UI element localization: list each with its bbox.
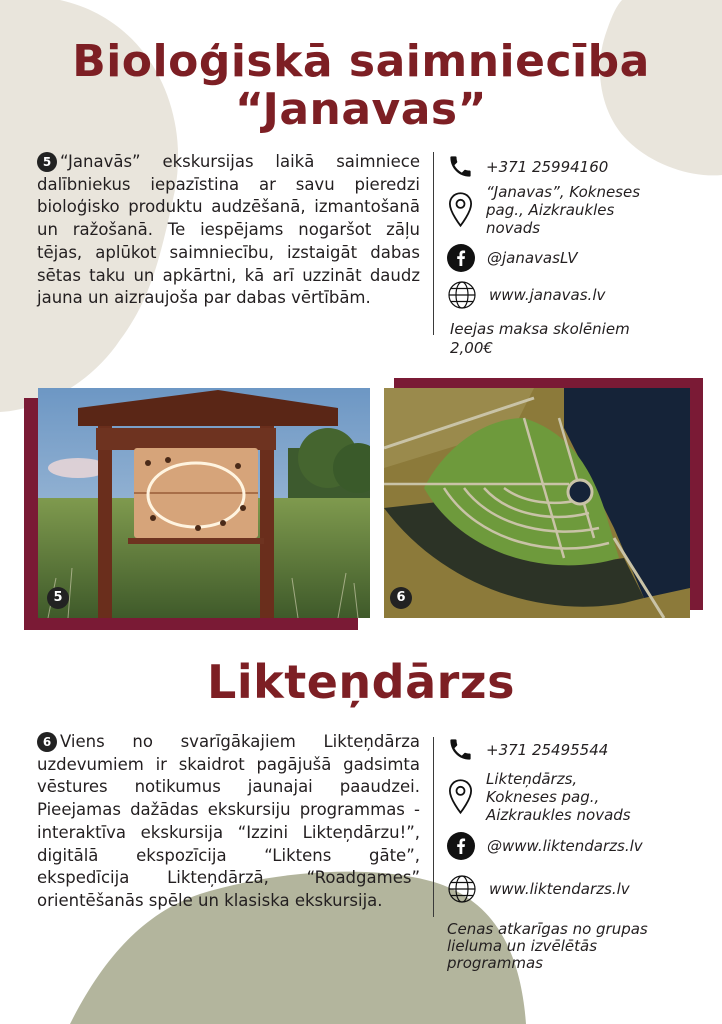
phone-number-2[interactable]: +371 25495544 xyxy=(486,740,609,759)
phone-number[interactable]: +371 25994160 xyxy=(486,157,609,176)
title-line-1: Bioloģiskā saimniecība xyxy=(72,36,650,87)
address-2-line-1: Likteņdārzs, xyxy=(486,770,578,788)
price-2-line-2: lieluma un izvēlētās xyxy=(447,937,598,955)
address-text xyxy=(486,183,640,237)
globe-icon xyxy=(447,280,477,310)
facebook-row xyxy=(447,244,577,272)
address-2-line-3: Aizkraukles novads xyxy=(486,806,631,824)
address-line-2: pag., Aizkraukles xyxy=(486,201,615,219)
number-badge: 5 xyxy=(37,152,57,172)
website-row xyxy=(447,280,605,310)
address-2-line-2: Kokneses pag., xyxy=(486,788,600,806)
website-row-2 xyxy=(447,874,630,904)
address-text-2 xyxy=(486,770,631,824)
description-text: “Janavās” ekskursijas laikā saimniece dalībniekus iepazīstina ar savu pieredzi bioloģisko produktu audzēšanā, izmantošanā un ražošanā. Te iespējams nogaršot zāļu tējas, aplūkot saimniecību, izstaigāt dabas sētas taku un apkārtni, kā arī uzzināt daudz jauna un aizraujoša par dabas vērtībām. xyxy=(37,152,420,308)
globe-icon xyxy=(447,874,477,904)
phone-icon xyxy=(447,736,474,763)
facebook-handle[interactable]: @janavasLV xyxy=(487,249,578,267)
photo-badge-5: 5 xyxy=(47,587,69,609)
facebook-icon xyxy=(447,244,475,272)
description-janavas xyxy=(37,151,420,310)
page-title xyxy=(0,38,722,134)
price-line-2: 2,00€ xyxy=(450,339,493,357)
facebook-row-2 xyxy=(447,832,643,860)
price-note-janavas xyxy=(450,320,710,358)
title-line-2: “Janavas” xyxy=(235,84,487,135)
divider-2 xyxy=(433,737,434,917)
number-badge-6: 6 xyxy=(37,732,57,752)
description-liktendarzs xyxy=(37,731,420,913)
price-line-1: Ieejas maksa skolēniem xyxy=(450,320,630,338)
location-pin-icon xyxy=(447,191,474,229)
description-text-2: Viens no svarīgākajiem Likteņdārza uzdevumiem ir skaidrot pagājušā gadsimta vēstures notikumus jaunajai paaudzei. Pieejamas dažādas ekskursiju programmas - interaktīva ekskursija “Izzini Likteņdārzu!”, digitālā ekspozīcija “Liktens gāte”, ekspedīcija Likteņdārzā, “Roadgames” orientēšanās spēle un klasiska ekskursija. xyxy=(37,732,420,910)
website-link[interactable]: www.janavas.lv xyxy=(489,286,606,304)
price-2-line-1: Cenas atkarīgas no grupas xyxy=(447,920,648,938)
address-line-1: “Janavas”, Kokneses xyxy=(486,183,641,201)
section-title-liktendarzs: Likteņdārzs xyxy=(207,655,515,709)
photo-badge-6: 6 xyxy=(390,587,412,609)
facebook-handle-2[interactable]: @www.liktendarzs.lv xyxy=(487,837,643,855)
divider-1 xyxy=(433,152,434,335)
facebook-icon xyxy=(447,832,475,860)
location-pin-icon xyxy=(447,778,474,816)
website-link-2[interactable]: www.liktendarzs.lv xyxy=(489,880,630,898)
photo-janavas-sign xyxy=(38,388,370,618)
address-row xyxy=(447,183,640,237)
address-row-2 xyxy=(447,770,631,824)
address-line-3: novads xyxy=(486,219,541,237)
phone-row-2 xyxy=(447,736,608,763)
phone-row xyxy=(447,153,608,180)
price-note-liktendarzs xyxy=(447,921,709,972)
phone-icon xyxy=(447,153,474,180)
photo-liktendarzs-aerial xyxy=(384,388,690,618)
price-2-line-3: programmas xyxy=(447,954,543,972)
